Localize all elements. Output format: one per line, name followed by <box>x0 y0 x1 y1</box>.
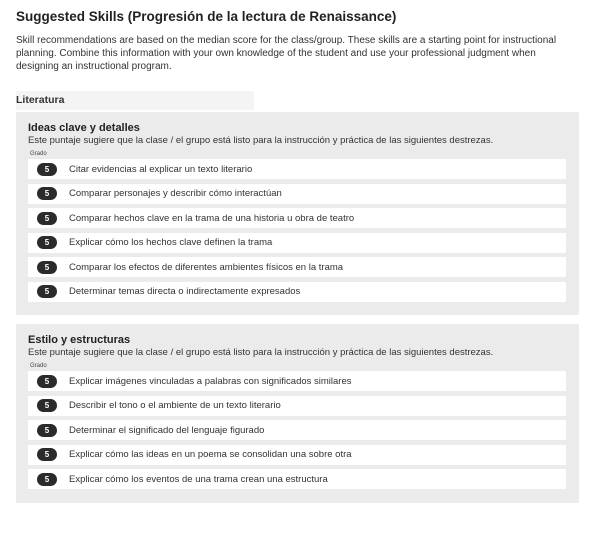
skill-row <box>28 371 566 391</box>
grade-badge: 5 <box>37 448 57 461</box>
skill-group-key-ideas <box>16 112 579 315</box>
skill-row <box>28 184 566 204</box>
skill-row <box>28 420 566 440</box>
grade-badge: 5 <box>37 285 57 298</box>
skill-row <box>28 159 566 179</box>
skill-row <box>28 282 566 302</box>
group-title: Ideas clave y detalles <box>28 122 140 134</box>
skill-text: Determinar temas directa o indirectamente expresados <box>69 286 301 297</box>
skill-row <box>28 396 566 416</box>
skill-row <box>28 469 566 489</box>
grade-column-label: Grado <box>30 363 47 369</box>
skill-row <box>28 233 566 253</box>
grade-badge: 5 <box>37 424 57 437</box>
skill-row <box>28 445 566 465</box>
skill-text: Comparar hechos clave en la trama de una historia u obra de teatro <box>69 212 355 224</box>
skill-text: Determinar el significado del lenguaje figurado <box>69 424 265 436</box>
grade-badge: 5 <box>37 163 57 176</box>
skill-text: Explicar cómo las ideas en un poema se consolidan una sobre otra <box>69 449 352 460</box>
skill-row <box>28 257 566 277</box>
skill-row <box>28 208 566 228</box>
group-description: Este puntaje sugiere que la clase / el grupo está listo para la instrucción y práctica de las siguientes destrezas. <box>28 347 494 358</box>
skill-text: Explicar imágenes vinculadas a palabras con significados similares <box>69 375 352 387</box>
grade-badge: 5 <box>37 375 57 388</box>
group-description: Este puntaje sugiere que la clase / el grupo está listo para la instrucción y práctica de las siguientes destrezas. <box>28 135 494 146</box>
grade-badge: 5 <box>37 399 57 412</box>
grade-badge: 5 <box>37 473 57 486</box>
skill-group-craft-structure <box>16 324 579 503</box>
skill-text: Describir el tono o el ambiente de un texto literario <box>69 400 281 411</box>
skill-text: Explicar cómo los hechos clave definen la trama <box>69 237 273 248</box>
skill-text: Comparar los efectos de diferentes ambientes físicos en la trama <box>69 261 344 273</box>
grade-badge: 5 <box>37 212 57 225</box>
skill-text: Comparar personajes y describir cómo interactúan <box>69 188 282 199</box>
grade-column-label: Grado <box>30 151 47 157</box>
grade-badge: 5 <box>37 236 57 249</box>
group-title: Estilo y estructuras <box>28 334 131 346</box>
page-title: Suggested Skills (Progresión de la lectura de Renaissance) <box>16 9 397 24</box>
skill-text: Explicar cómo los eventos de una trama crean una estructura <box>69 473 328 485</box>
intro-text: Skill recommendations are based on the median score for the class/group. These skills are a starting point for instructional planning. Combine this information with your own knowledge of the student and use your professional judgment when designing an instructional program. <box>16 35 557 72</box>
grade-badge: 5 <box>37 261 57 274</box>
grade-badge: 5 <box>37 187 57 200</box>
skill-text: Citar evidencias al explicar un texto literario <box>69 163 253 175</box>
subject-header: Literatura <box>16 91 254 110</box>
